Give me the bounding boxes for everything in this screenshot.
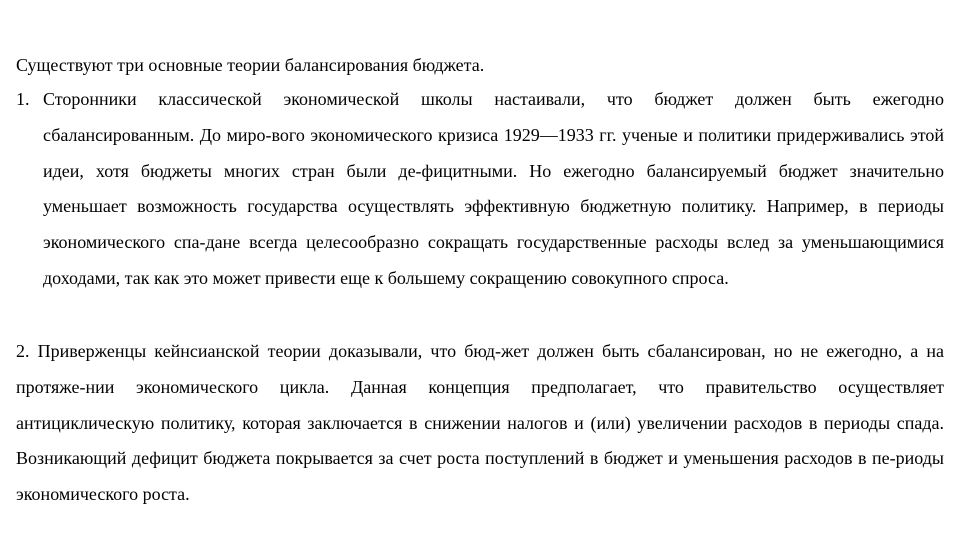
- intro-paragraph: Существуют три основные теории балансирования бюджета.: [16, 55, 485, 75]
- theory-item-classical: [16, 82, 944, 297]
- theory-item-keynesian: [16, 334, 944, 513]
- item-number: 1.: [16, 89, 30, 109]
- item-number: 2.: [16, 341, 38, 361]
- item-text: Сторонники классической экономической школы настаивали, что бюджет должен быть ежегодно сбалансированным. До миро-вого экономического кризиса 1929—1933 гг. ученые и политики придерживались этой идеи, хотя бюджеты многих стран были де-фицитными. Но ежегодно балансируемый бюджет значительно уменьшает возможность государства осуществлять эффективную бюджетную политику. Например, в периоды экономического спа-дане всегда целесообразно сокращать государственные расходы вслед за уменьшающимися доходами, так как это может привести еще к большему сокращению совокупного спроса.: [43, 89, 944, 288]
- item-text: Приверженцы кейнсианской теории доказывали, что бюд-жет должен быть сбалансирован, но не ежегодно, а на протяже-нии экономического цикла. Данная концепция предполагает, что правительство осуществляет антициклическую политику, которая заключается в снижении налогов и (или) увеличении расходов в периоды спада. Возникающий дефицит бюджета покрывается за счет роста поступлений в бюджет и уменьшения расходов в пе-риоды экономического роста.: [16, 341, 944, 505]
